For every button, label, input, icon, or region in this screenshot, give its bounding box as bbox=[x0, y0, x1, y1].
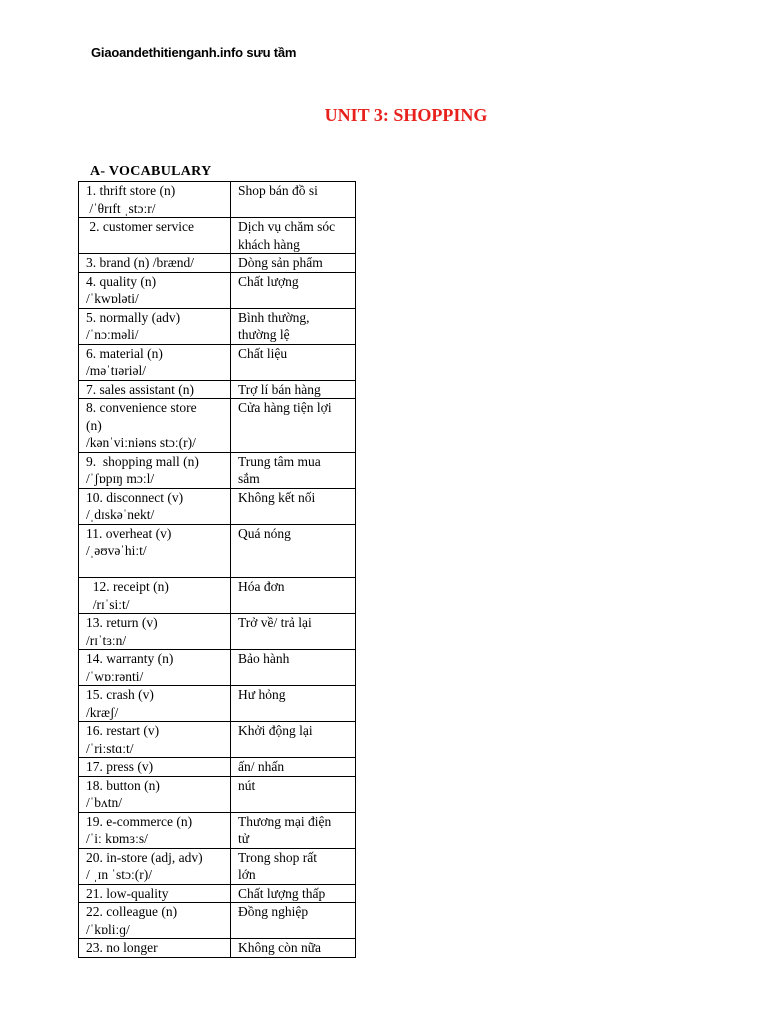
vietnamese-meaning-line: Đồng nghiệp bbox=[238, 904, 309, 919]
english-term-line: 19. e-commerce (n) bbox=[86, 813, 193, 829]
english-term-cell bbox=[79, 380, 231, 399]
vocabulary-table bbox=[78, 181, 356, 958]
english-term-line: /ˈnɔːməli/ bbox=[86, 327, 139, 342]
english-term-line: 18. button (n) bbox=[86, 777, 160, 793]
english-term-cell bbox=[79, 578, 231, 614]
vietnamese-meaning-cell bbox=[231, 272, 356, 308]
vocab-row bbox=[79, 488, 356, 524]
english-term-line: 2. customer service bbox=[86, 219, 194, 234]
vietnamese-meaning-line: lớn bbox=[238, 867, 256, 882]
english-term-cell bbox=[79, 254, 231, 273]
vietnamese-meaning-line: khách hàng bbox=[238, 236, 300, 252]
english-term-line: 23. no longer bbox=[86, 940, 158, 955]
english-term-line: 9. shopping mall (n) bbox=[86, 453, 199, 469]
vietnamese-meaning-line: Bảo hành bbox=[238, 651, 290, 666]
english-term-cell bbox=[79, 182, 231, 218]
vietnamese-meaning-cell bbox=[231, 524, 356, 578]
vietnamese-meaning-line: Trợ lí bán hàng bbox=[238, 381, 321, 397]
english-term-line: /kənˈviːniəns stɔː(r)/ bbox=[86, 435, 196, 450]
english-term-cell bbox=[79, 308, 231, 344]
vietnamese-meaning-line: Dịch vụ chăm sóc bbox=[238, 219, 336, 234]
vietnamese-meaning-cell bbox=[231, 939, 356, 958]
vietnamese-meaning-line: tử bbox=[238, 831, 250, 846]
vietnamese-meaning-line: Chất lượng bbox=[238, 273, 299, 289]
vietnamese-meaning-line: Trung tâm mua bbox=[238, 453, 321, 469]
vietnamese-meaning-line: Trong shop rất bbox=[238, 849, 318, 865]
english-term-line: /ˈʃɒpɪŋ mɔːl/ bbox=[86, 471, 155, 486]
english-term-line: /ˌdɪskəˈnekt/ bbox=[86, 507, 155, 522]
vocab-row bbox=[79, 848, 356, 884]
english-term-line: /ˈriːstɑːt/ bbox=[86, 740, 134, 756]
english-term-line: /ˈwɒːrənti/ bbox=[86, 668, 144, 684]
english-term-cell bbox=[79, 452, 231, 488]
vietnamese-meaning-cell bbox=[231, 650, 356, 686]
vietnamese-meaning-line: Không kết nối bbox=[238, 489, 316, 505]
english-term-line: 14. warranty (n) bbox=[86, 651, 174, 666]
vietnamese-meaning-cell bbox=[231, 344, 356, 380]
section-heading: A- VOCABULARY bbox=[90, 164, 212, 179]
english-term-cell bbox=[79, 776, 231, 812]
english-term-cell bbox=[79, 524, 231, 578]
english-term-cell bbox=[79, 884, 231, 903]
english-term-cell bbox=[79, 399, 231, 453]
vocab-row bbox=[79, 776, 356, 812]
english-term-line: 12. receipt (n) bbox=[86, 579, 169, 594]
vietnamese-meaning-cell bbox=[231, 380, 356, 399]
vietnamese-meaning-cell bbox=[231, 452, 356, 488]
english-term-line: /ˈkɒliːɡ/ bbox=[86, 921, 130, 937]
vocab-row bbox=[79, 578, 356, 614]
english-term-cell bbox=[79, 614, 231, 650]
vietnamese-meaning-line: thường lệ bbox=[238, 327, 290, 342]
english-term-line: 8. convenience store bbox=[86, 400, 197, 415]
vietnamese-meaning-line: Hư hỏng bbox=[238, 687, 286, 702]
vocab-row bbox=[79, 939, 356, 958]
english-term-line: 1. thrift store (n) bbox=[86, 183, 176, 198]
english-term-line: 4. quality (n) bbox=[86, 273, 157, 289]
vietnamese-meaning-line: Cửa hàng tiện lợi bbox=[238, 400, 332, 415]
vietnamese-meaning-cell bbox=[231, 722, 356, 758]
english-term-cell bbox=[79, 722, 231, 758]
english-term-cell bbox=[79, 218, 231, 254]
english-term-line: /ˈbʌtn/ bbox=[86, 795, 122, 810]
vietnamese-meaning-cell bbox=[231, 488, 356, 524]
vocab-row bbox=[79, 903, 356, 939]
english-term-cell bbox=[79, 650, 231, 686]
vietnamese-meaning-cell bbox=[231, 776, 356, 812]
english-term-cell bbox=[79, 903, 231, 939]
english-term-cell bbox=[79, 344, 231, 380]
english-term-line: 13. return (v) bbox=[86, 615, 158, 630]
vocab-row bbox=[79, 686, 356, 722]
vocab-row bbox=[79, 524, 356, 578]
vietnamese-meaning-cell bbox=[231, 308, 356, 344]
vietnamese-meaning-cell bbox=[231, 614, 356, 650]
english-term-line: 5. normally (adv) bbox=[86, 309, 181, 325]
vietnamese-meaning-line: sắm bbox=[238, 471, 260, 486]
english-term-line: /ˌəʊvəˈhiːt/ bbox=[86, 543, 147, 558]
vietnamese-meaning-line: Quá nóng bbox=[238, 525, 291, 541]
vietnamese-meaning-line: Trở về/ trả lại bbox=[238, 615, 312, 630]
english-term-cell bbox=[79, 939, 231, 958]
english-term-line: /ˈθrɪft ˌstɔːr/ bbox=[86, 200, 156, 216]
vocab-row bbox=[79, 614, 356, 650]
english-term-cell bbox=[79, 272, 231, 308]
vietnamese-meaning-cell bbox=[231, 578, 356, 614]
english-term-line: 3. brand (n) /brænd/ bbox=[86, 255, 194, 270]
vocab-row bbox=[79, 182, 356, 218]
vocab-row bbox=[79, 650, 356, 686]
vietnamese-meaning-line: Dòng sản phẩm bbox=[238, 255, 323, 270]
vocab-row bbox=[79, 399, 356, 453]
english-term-line: 20. in-store (adj, adv) bbox=[86, 849, 203, 865]
english-term-cell bbox=[79, 812, 231, 848]
vietnamese-meaning-line: Khởi động lại bbox=[238, 723, 313, 738]
vocab-row bbox=[79, 272, 356, 308]
vietnamese-meaning-line: nút bbox=[238, 777, 256, 793]
vietnamese-meaning-line: ấn/ nhấn bbox=[238, 759, 285, 774]
vietnamese-meaning-cell bbox=[231, 218, 356, 254]
vietnamese-meaning-cell bbox=[231, 903, 356, 939]
english-term-line: /rɪˈsiːt/ bbox=[86, 596, 130, 612]
vietnamese-meaning-cell bbox=[231, 254, 356, 273]
english-term-cell bbox=[79, 758, 231, 777]
english-term-line: 7. sales assistant (n) bbox=[86, 381, 194, 397]
vocab-row bbox=[79, 722, 356, 758]
english-term-line bbox=[86, 560, 226, 578]
english-term-line: 17. press (v) bbox=[86, 759, 154, 774]
site-header: Giaoandethitienganh.info sưu tầm bbox=[91, 45, 297, 60]
english-term-line: 11. overheat (v) bbox=[86, 525, 172, 541]
english-term-cell bbox=[79, 488, 231, 524]
vocab-row bbox=[79, 254, 356, 273]
vietnamese-meaning-line: Chất liệu bbox=[238, 345, 288, 361]
english-term-line: 21. low-quality bbox=[86, 885, 169, 901]
english-term-line: /ˈiː kɒmɜːs/ bbox=[86, 831, 148, 846]
english-term-line: 16. restart (v) bbox=[86, 723, 160, 738]
english-term-cell bbox=[79, 848, 231, 884]
vietnamese-meaning-cell bbox=[231, 182, 356, 218]
vietnamese-meaning-cell bbox=[231, 758, 356, 777]
vocab-row bbox=[79, 812, 356, 848]
vocab-row bbox=[79, 380, 356, 399]
vocab-row bbox=[79, 758, 356, 777]
english-term-line: 22. colleague (n) bbox=[86, 904, 178, 919]
vocab-row bbox=[79, 452, 356, 488]
english-term-cell bbox=[79, 686, 231, 722]
vocab-row bbox=[79, 884, 356, 903]
vocab-row bbox=[79, 344, 356, 380]
vietnamese-meaning-line: Thương mại điện bbox=[238, 813, 332, 829]
vietnamese-meaning-line: Chất lượng thấp bbox=[238, 885, 326, 901]
english-term-line: 6. material (n) bbox=[86, 345, 163, 361]
vietnamese-meaning-line: Không còn nữa bbox=[238, 940, 322, 955]
vietnamese-meaning-cell bbox=[231, 399, 356, 453]
english-term-line: (n) bbox=[86, 417, 102, 433]
vietnamese-meaning-line: Bình thường, bbox=[238, 309, 310, 325]
vocab-row bbox=[79, 308, 356, 344]
vietnamese-meaning-line: Shop bán đồ si bbox=[238, 183, 318, 198]
english-term-line: / ˌɪn ˈstɔː(r)/ bbox=[86, 867, 152, 882]
english-term-line: 15. crash (v) bbox=[86, 687, 154, 702]
unit-title: UNIT 3: SHOPPING bbox=[324, 105, 488, 125]
english-term-line: /məˈtɪəriəl/ bbox=[86, 363, 146, 378]
vietnamese-meaning-cell bbox=[231, 812, 356, 848]
english-term-line: /ˈkwɒləti/ bbox=[86, 291, 139, 306]
vietnamese-meaning-cell bbox=[231, 884, 356, 903]
vietnamese-meaning-line: Hóa đơn bbox=[238, 579, 285, 594]
english-term-line: 10. disconnect (v) bbox=[86, 489, 184, 505]
vietnamese-meaning-cell bbox=[231, 686, 356, 722]
vietnamese-meaning-cell bbox=[231, 848, 356, 884]
english-term-line: /kræʃ/ bbox=[86, 704, 119, 720]
vocab-row bbox=[79, 218, 356, 254]
english-term-line: /rɪˈtɜːn/ bbox=[86, 632, 127, 648]
